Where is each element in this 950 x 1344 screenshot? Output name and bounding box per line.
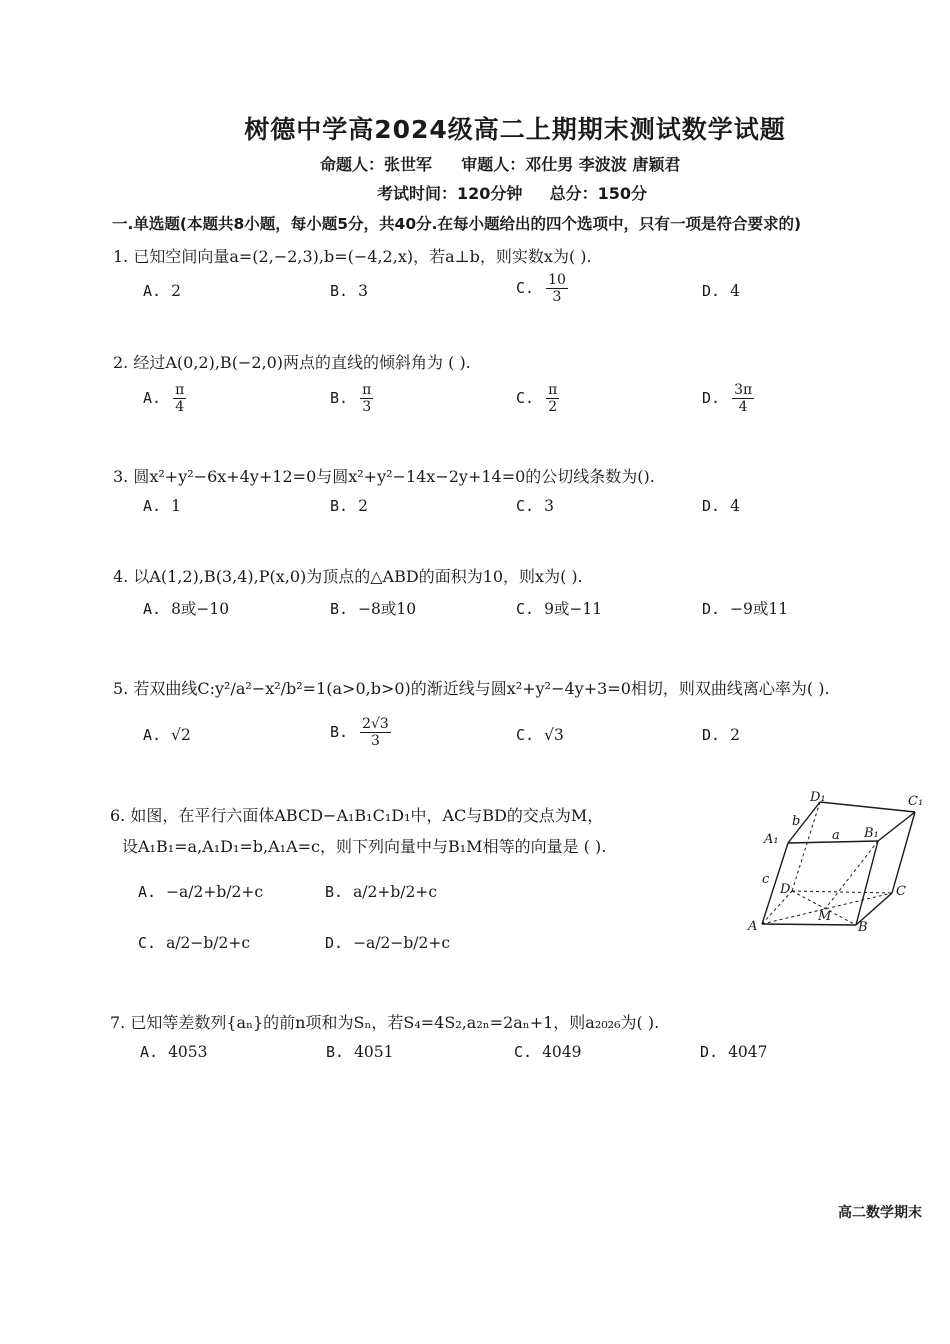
total-score: 150分 — [597, 184, 647, 203]
denominator: 4 — [175, 399, 185, 416]
option-value: −9或11 — [730, 600, 789, 618]
reviewer-label: 审题人： — [461, 155, 526, 174]
question-4 — [113, 564, 583, 587]
option-label: C. — [138, 934, 157, 952]
option-label: C. — [516, 278, 535, 297]
q4-option-d — [702, 597, 788, 619]
option-label: D. — [702, 497, 721, 515]
numerator: π — [175, 382, 185, 398]
question-6-line-2: 设A₁B₁=a,A₁D₁=b,A₁A=c，则下列向量中与B₁M相等的向量是 ( ). — [122, 837, 607, 856]
option-value: 9或−11 — [544, 600, 603, 618]
label-D: D — [780, 882, 791, 897]
fraction — [360, 716, 391, 749]
q1-option-a — [143, 282, 181, 300]
numerator: 3π — [734, 382, 753, 398]
parallelepiped-figure — [740, 785, 940, 940]
option-value: 1 — [171, 497, 181, 515]
label-b: b — [792, 814, 801, 829]
numerator: 10 — [548, 272, 566, 288]
label-D1: D₁ — [810, 790, 826, 805]
question-text: 经过A(0,2),B(−2,0)两点的直线的倾斜角为 ( ). — [133, 353, 471, 372]
option-label: B. — [330, 497, 349, 515]
option-value: 4053 — [168, 1043, 208, 1061]
q7-option-b — [326, 1043, 394, 1061]
option-label: A. — [143, 726, 162, 744]
option-label: D. — [702, 282, 721, 300]
page-footer: 高二数学期末 — [838, 1205, 922, 1221]
question-text: 已知等差数列{aₙ}的前n项和为Sₙ，若S₄=4S₂,a₂ₙ=2aₙ+1，则a₂₀₂₆为( ). — [130, 1013, 660, 1032]
numerator: π — [548, 382, 558, 398]
q4-option-c — [516, 597, 602, 619]
question-text: 已知空间向量a=(2,−2,3),b=(−4,2,x)，若a⊥b，则实数x为( ). — [133, 247, 592, 266]
option-value: a/2−b/2+c — [166, 934, 251, 952]
option-label: C. — [516, 726, 535, 744]
q2-option-a — [143, 382, 188, 415]
question-text: 若双曲线C:y²/a²−x²/b²=1(a>0,b>0)的渐近线与圆x²+y²−4y+3=0相切，则双曲线离心率为( ). — [133, 679, 830, 698]
q4-option-a — [143, 597, 229, 619]
denominator: 3 — [362, 399, 372, 416]
option-value: 2 — [171, 282, 181, 300]
section-header: 一.单选题(本题共8小题，每小题5分，共40分.在每小题给出的四个选项中，只有一项是符合要求的) — [112, 215, 802, 233]
option-value: √3 — [544, 726, 564, 744]
question-7 — [110, 1010, 659, 1033]
label-C1: C₁ — [908, 794, 924, 809]
label-a: a — [832, 828, 840, 843]
q1-option-c — [516, 272, 570, 305]
exam-time: 120分钟 — [457, 184, 523, 203]
fraction — [173, 382, 186, 415]
option-label: A. — [140, 1043, 159, 1061]
setter-label: 命题人： — [320, 155, 385, 174]
option-label: A. — [143, 388, 162, 407]
option-value: 4047 — [728, 1043, 768, 1061]
option-label: C. — [516, 388, 535, 407]
denominator: 2 — [548, 399, 558, 416]
fraction — [360, 382, 373, 415]
denominator: 3 — [370, 733, 380, 750]
question-5 — [113, 676, 830, 699]
question-number: 5. — [113, 679, 129, 698]
label-M: M — [818, 909, 832, 924]
question-1 — [113, 244, 592, 267]
label-c: c — [762, 872, 770, 887]
option-value: √2 — [171, 726, 191, 744]
q5-option-d — [702, 726, 740, 744]
fraction — [546, 382, 559, 415]
option-label: C. — [516, 600, 535, 618]
q1-option-d — [702, 282, 740, 300]
option-value: 3 — [358, 282, 368, 300]
q2-option-b — [330, 382, 375, 415]
score-label: 总分： — [549, 184, 598, 203]
q5-option-b — [330, 716, 393, 749]
label-B1: B₁ — [864, 826, 879, 841]
option-label: B. — [330, 282, 349, 300]
q6-option-a — [138, 883, 263, 901]
option-label: B. — [326, 1043, 345, 1061]
option-value: 8或−10 — [171, 600, 230, 618]
exam-title: 树德中学高2024级高二上期期末测试数学试题 — [244, 115, 786, 144]
question-number: 1. — [113, 247, 129, 266]
option-label: D. — [702, 600, 721, 618]
q7-option-d — [700, 1043, 768, 1061]
q3-option-b — [330, 497, 368, 515]
option-label: A. — [143, 282, 162, 300]
denominator: 4 — [738, 399, 748, 416]
numerator: 2√3 — [362, 716, 389, 732]
question-3 — [113, 464, 655, 487]
q5-option-a — [143, 726, 191, 744]
question-text: 以A(1,2),B(3,4),P(x,0)为顶点的△ABD的面积为10，则x为( ). — [133, 567, 583, 586]
question-text: 如图，在平行六面体ABCD−A₁B₁C₁D₁中，AC与BD的交点为M， — [130, 806, 604, 825]
option-value: −8或10 — [358, 600, 417, 618]
option-label: A. — [143, 497, 162, 515]
time-label: 考试时间： — [377, 184, 458, 203]
question-6 — [110, 803, 603, 826]
fraction — [732, 382, 754, 415]
q5-option-c — [516, 726, 564, 744]
option-label: A. — [138, 883, 157, 901]
option-label: B. — [330, 600, 349, 618]
question-number: 3. — [113, 467, 129, 486]
q6-option-b — [325, 883, 437, 901]
q7-option-a — [140, 1043, 208, 1061]
q1-option-b — [330, 282, 368, 300]
authors-line — [320, 152, 680, 175]
label-C: C — [896, 884, 906, 899]
option-label: D. — [700, 1043, 719, 1061]
label-B: B — [858, 920, 868, 935]
label-A1: A₁ — [764, 832, 779, 847]
denominator: 3 — [552, 289, 562, 306]
option-label: B. — [330, 388, 349, 407]
option-value: 3 — [544, 497, 554, 515]
question-number: 6. — [110, 806, 126, 825]
q7-option-c — [514, 1043, 582, 1061]
label-A: A — [748, 919, 758, 934]
q2-option-d — [702, 382, 756, 415]
option-value: 2 — [730, 726, 740, 744]
fraction — [546, 272, 568, 305]
question-2 — [113, 350, 471, 373]
q4-option-b — [330, 597, 416, 619]
setter-name: 张世军 — [384, 155, 433, 174]
option-value: −a/2+b/2+c — [166, 883, 264, 901]
option-value: a/2+b/2+c — [353, 883, 438, 901]
q2-option-c — [516, 382, 561, 415]
q3-option-c — [516, 497, 554, 515]
option-label: A. — [143, 600, 162, 618]
option-value: −a/2−b/2+c — [353, 934, 451, 952]
option-label: C. — [516, 497, 535, 515]
option-label: D. — [702, 388, 721, 407]
question-number: 4. — [113, 567, 129, 586]
question-text: 圆x²+y²−6x+4y+12=0与圆x²+y²−14x−2y+14=0的公切线条数为(). — [133, 467, 655, 486]
exam-info-line — [377, 181, 647, 204]
numerator: π — [362, 382, 372, 398]
q6-option-d — [325, 934, 450, 952]
reviewer-names: 邓仕男 李波波 唐颖君 — [525, 155, 681, 174]
q3-option-a — [143, 497, 181, 515]
option-value: 4 — [730, 497, 740, 515]
option-value: 4 — [730, 282, 740, 300]
option-value: 2 — [358, 497, 368, 515]
option-label: D. — [702, 726, 721, 744]
option-label: B. — [330, 722, 349, 741]
option-label: B. — [325, 883, 344, 901]
option-label: C. — [514, 1043, 533, 1061]
question-number: 2. — [113, 353, 129, 372]
q3-option-d — [702, 497, 740, 515]
option-value: 4051 — [354, 1043, 394, 1061]
option-value: 4049 — [542, 1043, 582, 1061]
question-number: 7. — [110, 1013, 126, 1032]
option-label: D. — [325, 934, 344, 952]
q6-option-c — [138, 934, 250, 952]
